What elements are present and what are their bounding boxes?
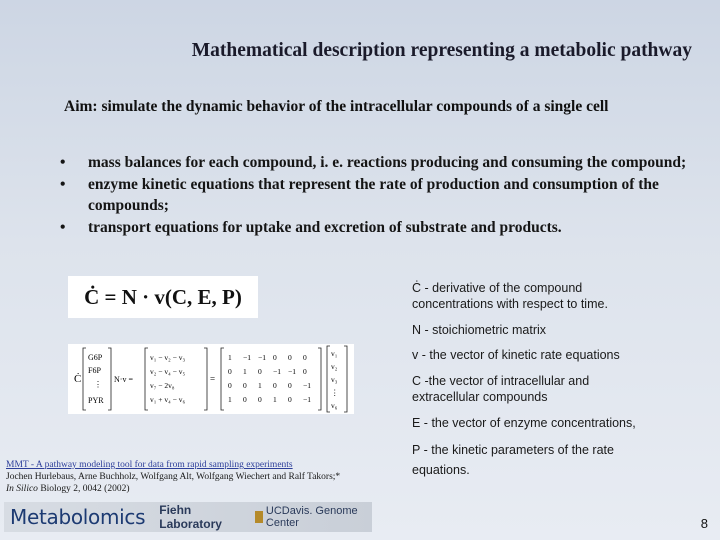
matrix-cell: 0 [273,381,277,390]
matrix-cell: 0 [288,353,292,362]
rate-vector [331,349,339,410]
matrix-equation-graphic [68,344,354,414]
bullet-item [58,217,698,238]
main-equation [68,276,258,318]
matrix-cell: 0 [228,381,232,390]
matrix-cell: 0 [288,395,292,404]
bullet-item [58,174,698,216]
matrix-cell: 0 [288,381,292,390]
matrix-cell: −1 [288,367,296,376]
definition-p: P - the kinetic parameters of the rate equations. [412,443,614,477]
definition-v: v - the vector of kinetic rate equations [412,348,620,362]
vector-cell: v₆ [331,401,338,410]
matrix-cell: 0 [258,367,262,376]
matrix-cell: 0 [273,353,277,362]
matrix-cell: 1 [243,367,247,376]
banner-brand: Metabolomics [10,505,146,529]
reference-journal-rest: Biology 2, 0042 (2002) [37,484,130,494]
matrix-cell: 1 [273,395,277,404]
matrix-cell: 1 [228,353,232,362]
bullet-text: enzyme kinetic equations that represent the rate of production and consumption of the compounds; [88,176,659,214]
bullet-marker: • [60,219,66,236]
matrix-cell: −1 [303,395,311,404]
matrix-cell: −1 [243,353,251,362]
reference-authors: Jochen Hurlebaus, Arne Buchholz, Wolfgang Alt, Wolfgang Wiechert and Ralf Takors;* [6,472,341,482]
definition-c-dot: Ċ - derivative of the compound concentrations with respect to time. [412,281,608,311]
matrix-cell: 0 [243,381,247,390]
matrix-cell: 0 [228,367,232,376]
uc-davis-logo-icon [255,511,263,523]
matrix-lhs-cell: ⋮ [94,380,102,389]
footer-banner [4,502,372,532]
matrix-cell: 0 [303,353,307,362]
main-equation-text: Ċ = N · v(C, E, P) [84,284,242,309]
matrix-cell: 0 [303,367,307,376]
bullet-marker: • [60,176,66,193]
rate-sum: v₁ + v₄ − v₆ [150,395,186,404]
reference-link[interactable]: MMT - A pathway modeling tool for data from rapid sampling experiments [6,460,293,470]
stoichiometric-matrix [228,353,311,404]
definition-e: E - the vector of enzyme concentrations, [412,416,636,430]
reference-journal [6,484,130,494]
equals-sign: = [210,374,216,384]
matrix-lhs-cell: G6P [88,353,103,362]
bullet-marker: • [60,154,66,171]
matrix-cell: −1 [258,353,266,362]
rate-sum: v₁ − v₂ − v₃ [150,353,186,362]
matrix-cell: 1 [258,381,262,390]
banner-center: UCDavis. Genome Center [265,505,358,529]
definition-n: N - stoichiometric matrix [412,323,547,337]
bullet-item [58,152,698,173]
vector-cell: v₂ [331,362,338,371]
slide-title: Mathematical description representing a metabolic pathway [191,40,692,61]
matrix-lhs-cell: F6P [88,366,101,375]
bullet-list [58,152,698,239]
definition-c: C -the vector of intracellular and extracellular compounds [412,374,590,404]
page-number: 8 [700,516,708,531]
vector-cell: v₁ [331,349,338,358]
vector-cell: v₃ [331,375,338,384]
n-symbol: N·v = [114,375,133,384]
matrix-cell: 0 [243,395,247,404]
matrix-cell: −1 [303,381,311,390]
matrix-cell: 1 [228,395,232,404]
matrix-lhs-cell: PYR [88,396,104,405]
matrix-cell: 0 [258,395,262,404]
reference-journal-italic: In Silico [6,484,38,494]
bullet-text: transport equations for uptake and excretion of substrate and products. [88,219,562,236]
banner-lab: Fiehn Laboratory [159,503,222,531]
matrix-cell: −1 [273,367,281,376]
matrix-lhs-dot: Ċ [74,373,82,385]
bullet-text: mass balances for each compound, i. e. reactions producing and consuming the compound; [88,154,687,171]
rate-sum: v₂ − v₄ − v₅ [150,367,186,376]
aim-statement: Aim: simulate the dynamic behavior of the intracellular compounds of a single cell [64,98,609,115]
matrix-equation [68,344,354,414]
vector-cell: ⋮ [331,388,339,397]
rate-sum: v₇ − 2v₈ [150,381,175,390]
